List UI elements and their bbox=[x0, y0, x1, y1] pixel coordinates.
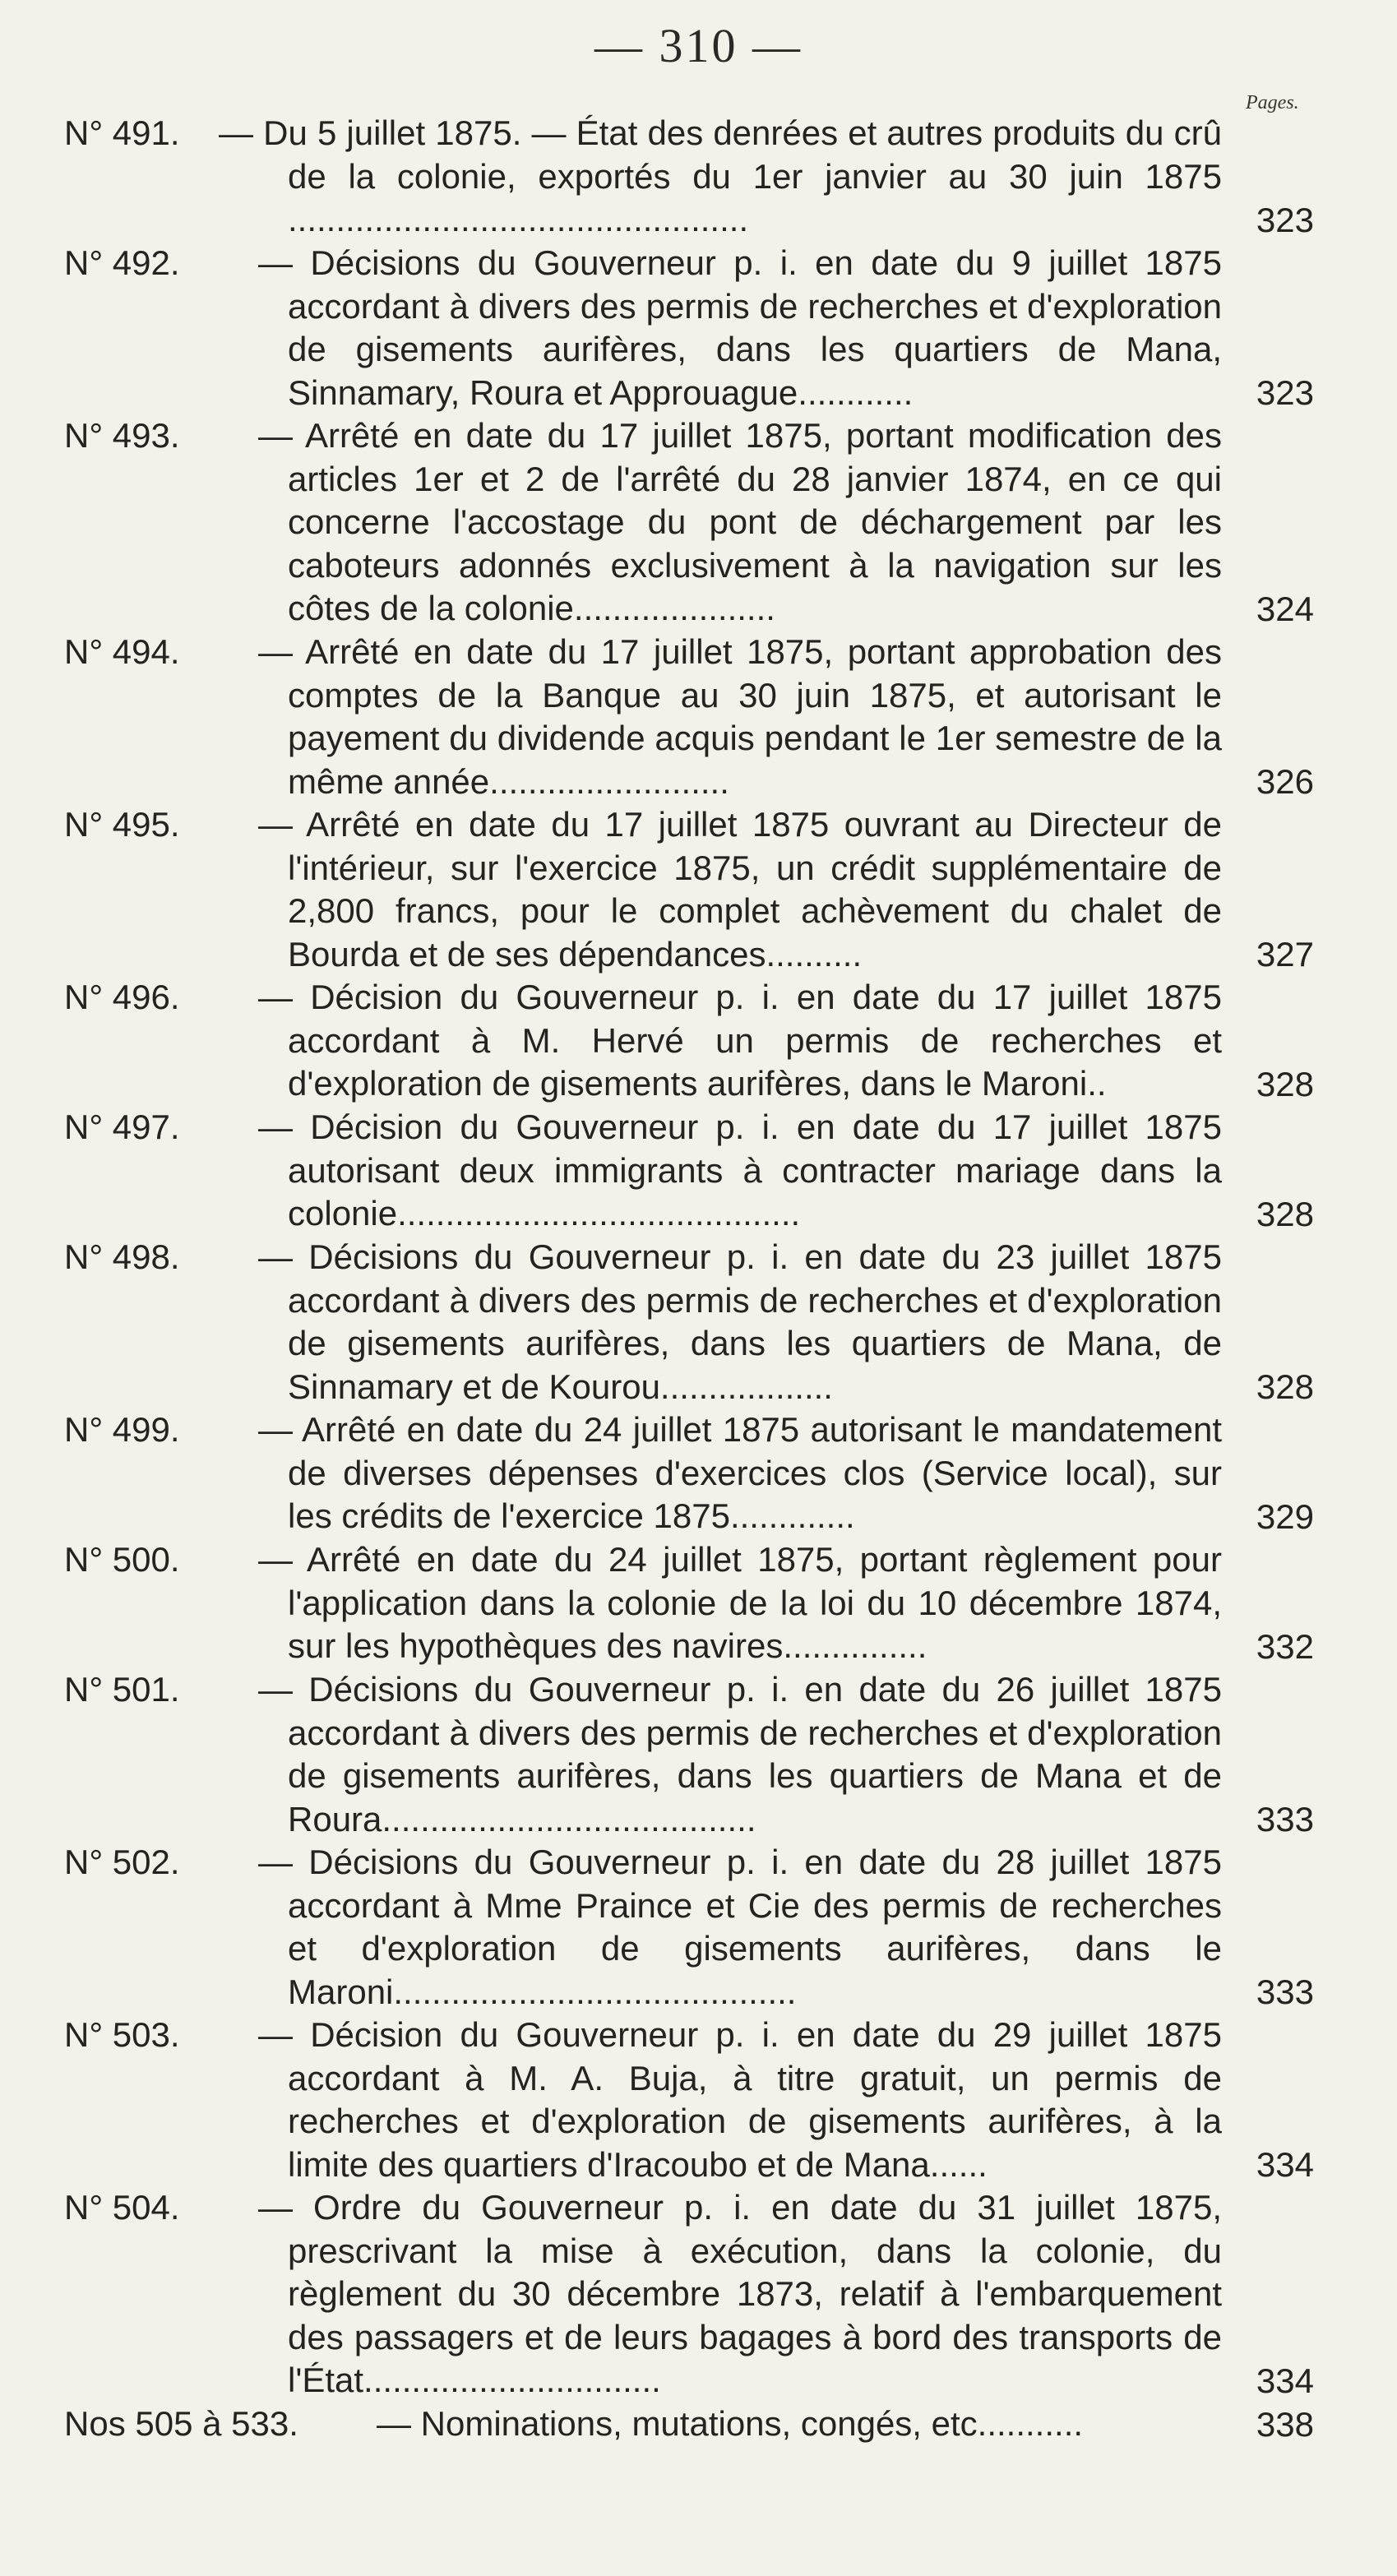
page-number: — 310 — bbox=[594, 19, 803, 72]
entry-page: 329 bbox=[1256, 1496, 1314, 1536]
toc-entry bbox=[64, 1538, 1314, 1668]
table-of-contents bbox=[64, 112, 1314, 2446]
entry-page: 333 bbox=[1256, 1799, 1314, 1838]
entry-number: N° 496. bbox=[64, 978, 180, 1016]
toc-entry bbox=[64, 242, 1314, 414]
entry-number: N° 491. bbox=[64, 113, 180, 152]
toc-entry bbox=[64, 1668, 1314, 1841]
entry-number: N° 493. bbox=[64, 416, 180, 455]
entry-text: — Décisions du Gouverneur p. i. en date du 23 juillet 1875 accordant à divers des permis de recherches et d'exploration de gisements aurifères, dans les quartiers de Mana, de Sinnamary et de Kourou.................. bbox=[258, 1237, 1222, 1406]
entry-number: N° 492. bbox=[64, 243, 180, 282]
entry-number: N° 504. bbox=[64, 2188, 180, 2227]
entry-page: 334 bbox=[1256, 2361, 1314, 2400]
entry-page: 338 bbox=[1256, 2404, 1314, 2444]
entry-number: N° 503. bbox=[64, 2015, 180, 2054]
entry-number: N° 502. bbox=[64, 1843, 180, 1881]
entry-page: 326 bbox=[1256, 761, 1314, 801]
entry-number: N° 495. bbox=[64, 805, 180, 844]
entry-page: 328 bbox=[1256, 1194, 1314, 1233]
entry-text: — Arrêté en date du 17 juillet 1875, portant approbation des comptes de la Banque au 30 juin 1875, et autorisant le payement du dividende acquis pendant le 1er semestre de la même année......................... bbox=[258, 632, 1222, 801]
toc-entry bbox=[64, 1841, 1314, 2014]
toc-entry bbox=[64, 1408, 1314, 1538]
entry-number: N° 494. bbox=[64, 632, 180, 671]
entry-page: 333 bbox=[1256, 1972, 1314, 2011]
entry-number: N° 499. bbox=[64, 1410, 180, 1449]
entry-page: 328 bbox=[1256, 1064, 1314, 1103]
entry-number: N° 500. bbox=[64, 1540, 180, 1579]
entry-text: — Arrêté en date du 17 juillet 1875, portant modification des articles 1er et 2 de l'arrêté du 28 janvier 1874, en ce qui concerne l'accostage du pont de déchargement par les caboteurs adonnés exclusivement à la navigation sur les côtes de la colonie..................... bbox=[258, 416, 1222, 627]
toc-entry bbox=[64, 112, 1314, 242]
entry-number: N° 497. bbox=[64, 1108, 180, 1146]
entry-number: N° 498. bbox=[64, 1237, 180, 1276]
entry-page: 323 bbox=[1256, 372, 1314, 412]
toc-entry bbox=[64, 414, 1314, 631]
toc-entry bbox=[64, 1106, 1314, 1236]
entry-text: — Décision du Gouverneur p. i. en date du 29 juillet 1875 accordant à M. A. Buja, à titre gratuit, un permis de recherches et d'exploration de gisements aurifères, à la limite des quartiers d'Iracoubo et de Mana...... bbox=[258, 2015, 1222, 2184]
entry-text: — Décisions du Gouverneur p. i. en date du 9 juillet 1875 accordant à divers des permis de recherches et d'exploration de gisements aurifères, dans les quartiers de Mana, Sinnamary, Roura et Approuague............ bbox=[258, 243, 1222, 412]
entry-text: — Arrêté en date du 24 juillet 1875, portant règlement pour l'application dans la colonie de la loi du 10 décembre 1874, sur les hypothèques des navires............... bbox=[258, 1540, 1222, 1665]
toc-entry bbox=[64, 976, 1314, 1106]
toc-entry bbox=[64, 2186, 1314, 2403]
entry-text: — Décisions du Gouverneur p. i. en date du 26 juillet 1875 accordant à divers des permis de recherches et d'exploration de gisements aurifères, dans les quartiers de Mana et de Roura....................................... bbox=[258, 1670, 1222, 1838]
toc-entry bbox=[64, 803, 1314, 976]
toc-entry bbox=[64, 2014, 1314, 2186]
entry-text: — Décision du Gouverneur p. i. en date du 17 juillet 1875 accordant à M. Hervé un permis de recherches et d'exploration de gisements aurifères, dans le Maroni.. bbox=[258, 978, 1222, 1103]
entry-text: — Décisions du Gouverneur p. i. en date du 28 juillet 1875 accordant à Mme Praince et Cie des permis de recherches et d'exploration de gisements aurifères, dans le Maroni.......................................... bbox=[258, 1843, 1222, 2011]
toc-entry bbox=[64, 2403, 1314, 2446]
entry-text: — Arrêté en date du 17 juillet 1875 ouvrant au Directeur de l'intérieur, sur l'exercice 1875, un crédit supplémentaire de 2,800 francs, pour le complet achèvement du chalet de Bourda et de ses dépendances.......... bbox=[258, 805, 1222, 974]
entry-page: 332 bbox=[1256, 1626, 1314, 1666]
entry-number: N° 501. bbox=[64, 1670, 180, 1709]
entry-page: 323 bbox=[1256, 200, 1314, 239]
entry-text: — Ordre du Gouverneur p. i. en date du 31 juillet 1875, prescrivant la mise à exécution, dans la colonie, du règlement du 30 décembre 1873, relatif à l'embarquement des passagers et de leurs bagages à bord des transports de l'État............................... bbox=[258, 2188, 1222, 2399]
entry-text: — Nominations, mutations, congés, etc........... bbox=[377, 2404, 1084, 2443]
pages-column-label: Pages. bbox=[1246, 92, 1299, 113]
entry-number: Nos 505 à 533. bbox=[64, 2404, 298, 2443]
toc-entry bbox=[64, 1236, 1314, 1408]
entry-text: — Décision du Gouverneur p. i. en date du 17 juillet 1875 autorisant deux immigrants à contracter mariage dans la colonie.......................................... bbox=[258, 1108, 1222, 1233]
toc-entry bbox=[64, 631, 1314, 803]
entry-page: 334 bbox=[1256, 2144, 1314, 2184]
entry-page: 328 bbox=[1256, 1367, 1314, 1406]
entry-text: — Arrêté en date du 24 juillet 1875 autorisant le mandatement de diverses dépenses d'exercices clos (Service local), sur les crédits de l'exercice 1875............. bbox=[258, 1410, 1222, 1535]
entry-text: — Du 5 juillet 1875. — État des denrées et autres produits du crû de la colonie, exportés du 1er janvier au 30 juin 1875 ................................................ bbox=[219, 113, 1222, 238]
entry-page: 327 bbox=[1256, 934, 1314, 974]
entry-page: 324 bbox=[1256, 589, 1314, 628]
